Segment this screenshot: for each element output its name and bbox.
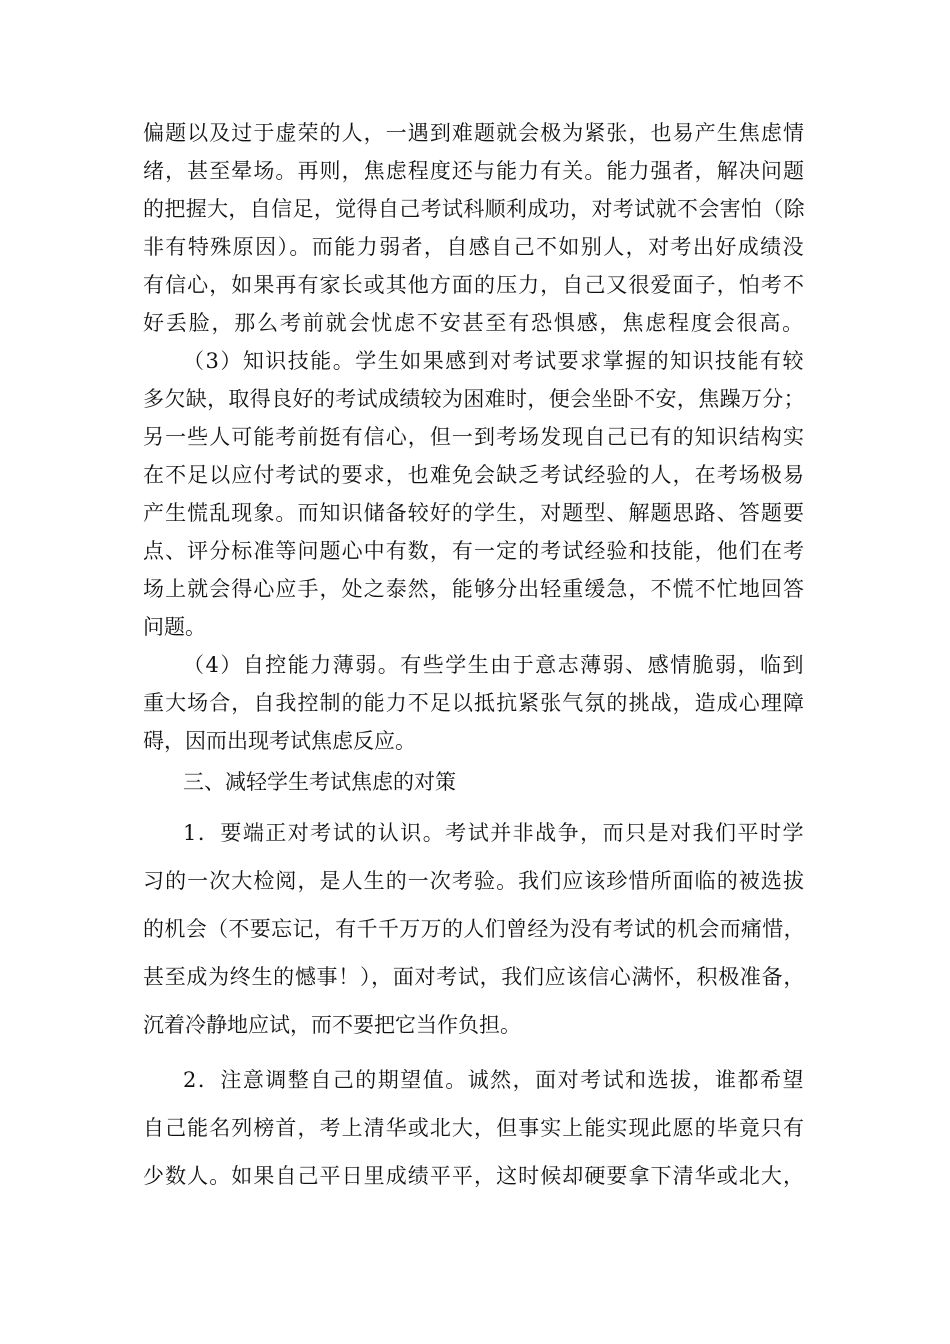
text-line: 重大场合，自我控制的能力不足以抵抗紧张气氛的挑战，造成心理障 (143, 691, 806, 715)
text-line: 好丢脸，那么考前就会忧虑不安甚至有恐惧感，焦虑程度会很高。 (143, 311, 806, 335)
text-line: 有信心，如果再有家长或其他方面的压力，自己又很爱面子，怕考不 (143, 273, 806, 297)
text-line: 沉着冷静地应试，而不要把它当作负担。 (143, 1013, 521, 1037)
text-line: 甚至成为终生的憾事！），面对考试，我们应该信心满怀，积极准备， (143, 965, 806, 989)
text-line: 的机会（不要忘记，有千千万万的人们曾经为没有考试的机会而痛惜， (143, 917, 806, 941)
text-line: 非有特殊原因）。而能力弱者，自感自己不如别人，对考出好成绩没 (143, 235, 806, 259)
text-line: 多欠缺，取得良好的考试成绩较为困难时，便会坐卧不安，焦躁万分； (143, 387, 806, 411)
paragraph-start-line: （4）自控能力薄弱。有些学生由于意志薄弱、感情脆弱，临到 (183, 653, 805, 677)
text-line: 少数人。如果自己平日里成绩平平，这时候却硬要拿下清华或北大， (143, 1164, 806, 1188)
paragraph-start-line: 1．要端正对考试的认识。考试并非战争，而只是对我们平时学 (183, 821, 805, 845)
text-line: 点、评分标准等问题心中有数，有一定的考试经验和技能，他们在考 (143, 539, 806, 563)
text-line: 偏题以及过于虚荣的人，一遇到难题就会极为紧张，也易产生焦虑情 (143, 121, 806, 145)
text-line: 习的一次大检阅，是人生的一次考验。我们应该珍惜所面临的被选拔 (143, 869, 806, 893)
text-line: 绪，甚至晕场。再则，焦虑程度还与能力有关。能力强者，解决问题 (143, 159, 806, 183)
paragraph-start-line: 2．注意调整自己的期望值。诚然，面对考试和选拔，谁都希望 (183, 1068, 805, 1092)
paragraph-start-line: （3）知识技能。学生如果感到对考试要求掌握的知识技能有较 (183, 349, 805, 373)
text-line: 的把握大，自信足，觉得自己考试科顺利成功，对考试就不会害怕（除 (143, 197, 806, 221)
text-line: 产生慌乱现象。而知识储备较好的学生，对题型、解题思路、答题要 (143, 501, 806, 525)
text-line: 问题。 (143, 615, 206, 639)
text-line: 场上就会得心应手，处之泰然，能够分出轻重缓急，不慌不忙地回答 (143, 577, 806, 601)
section-heading: 三、减轻学生考试焦虑的对策 (183, 770, 456, 794)
text-line: 碍，因而出现考试焦虑反应。 (143, 729, 416, 753)
text-line: 自己能名列榜首，考上清华或北大，但事实上能实现此愿的毕竟只有 (143, 1116, 806, 1140)
text-line: 另一些人可能考前挺有信心，但一到考场发现自己已有的知识结构实 (143, 425, 806, 449)
text-line: 在不足以应付考试的要求，也难免会缺乏考试经验的人，在考场极易 (143, 463, 806, 487)
